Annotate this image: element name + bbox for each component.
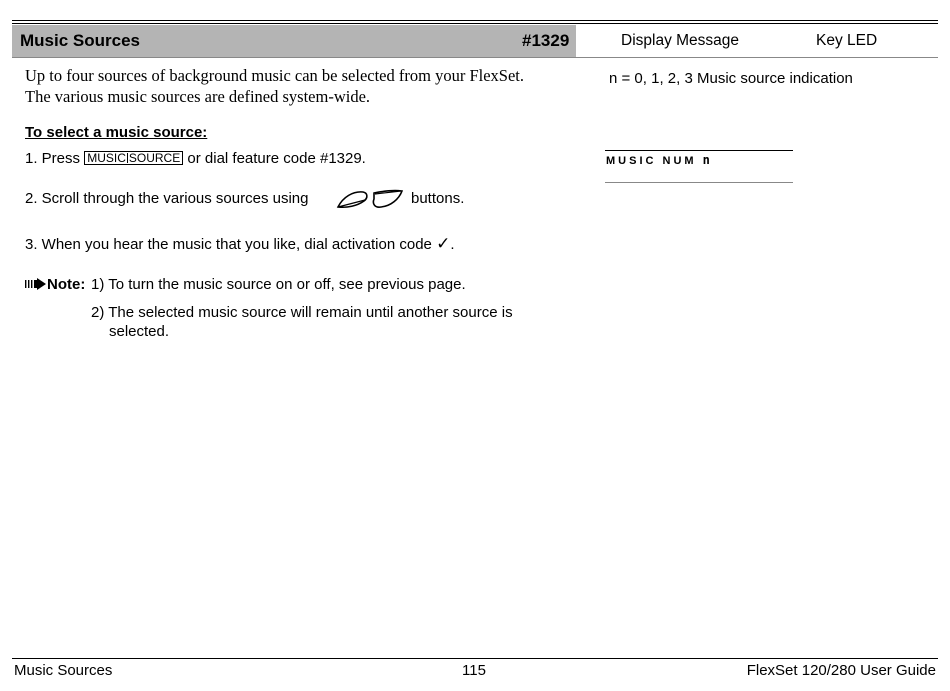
top-rule-2 — [12, 23, 938, 24]
step-2-text: 2. Scroll through the various sources using — [25, 190, 309, 207]
display-variable-note: n = 0, 1, 2, 3 Music source indication — [609, 70, 853, 87]
step-3 — [25, 234, 454, 254]
checkmark-icon: ✓ — [436, 234, 451, 254]
note-label: Note: — [47, 276, 86, 293]
feature-code: #1329 — [522, 31, 570, 50]
footer-right: FlexSet 120/280 User Guide — [746, 662, 936, 679]
display-message-variable: n — [702, 153, 710, 167]
column-key-led: Key LED — [816, 32, 878, 49]
header-underline — [12, 57, 938, 58]
note-item-2-line-1: 2) The selected music source will remain until another source is — [91, 304, 513, 321]
music-source-key-label-b: SOURCE — [128, 151, 181, 165]
display-message — [606, 153, 710, 167]
page-title: Music Sources — [20, 31, 140, 50]
music-source-key-label-a: MUSIC — [87, 151, 126, 165]
note-item-2-line-2: selected. — [109, 323, 170, 340]
footer-rule — [12, 658, 938, 659]
intro-line-1: Up to four sources of background music can be selected from your FlexSet. — [25, 66, 524, 85]
intro-paragraph — [25, 65, 524, 107]
key-separator — [127, 153, 128, 163]
step-3-text-post: . — [450, 236, 455, 253]
page-number: 115 — [462, 662, 486, 679]
scroll-down-button-icon — [373, 191, 402, 208]
scroll-buttons-icon — [335, 187, 405, 213]
column-display-message: Display Message — [621, 32, 740, 49]
step-2-text-post: buttons. — [411, 190, 465, 207]
display-message-text: MUSIC NUM — [606, 155, 697, 167]
step-1-text-pre: 1. Press — [25, 150, 81, 167]
footer-left: Music Sources — [14, 662, 113, 679]
step-3-text-pre: 3. When you hear the music that you like, dial activation code — [25, 236, 432, 253]
step-1 — [25, 150, 366, 167]
step-1-text-post: or dial feature code #1329. — [187, 150, 366, 167]
display-bottom-line — [605, 182, 793, 183]
note-item-1: 1) To turn the music source on or off, see previous page. — [91, 276, 466, 293]
music-source-key — [84, 151, 183, 165]
display-top-line — [605, 150, 793, 151]
scroll-up-button-icon — [338, 192, 367, 207]
section-heading: To select a music source: — [25, 124, 208, 141]
note-arrow-icon — [25, 278, 47, 290]
intro-line-2: The various music sources are defined system-wide. — [25, 87, 371, 106]
top-rule-1 — [12, 20, 938, 21]
